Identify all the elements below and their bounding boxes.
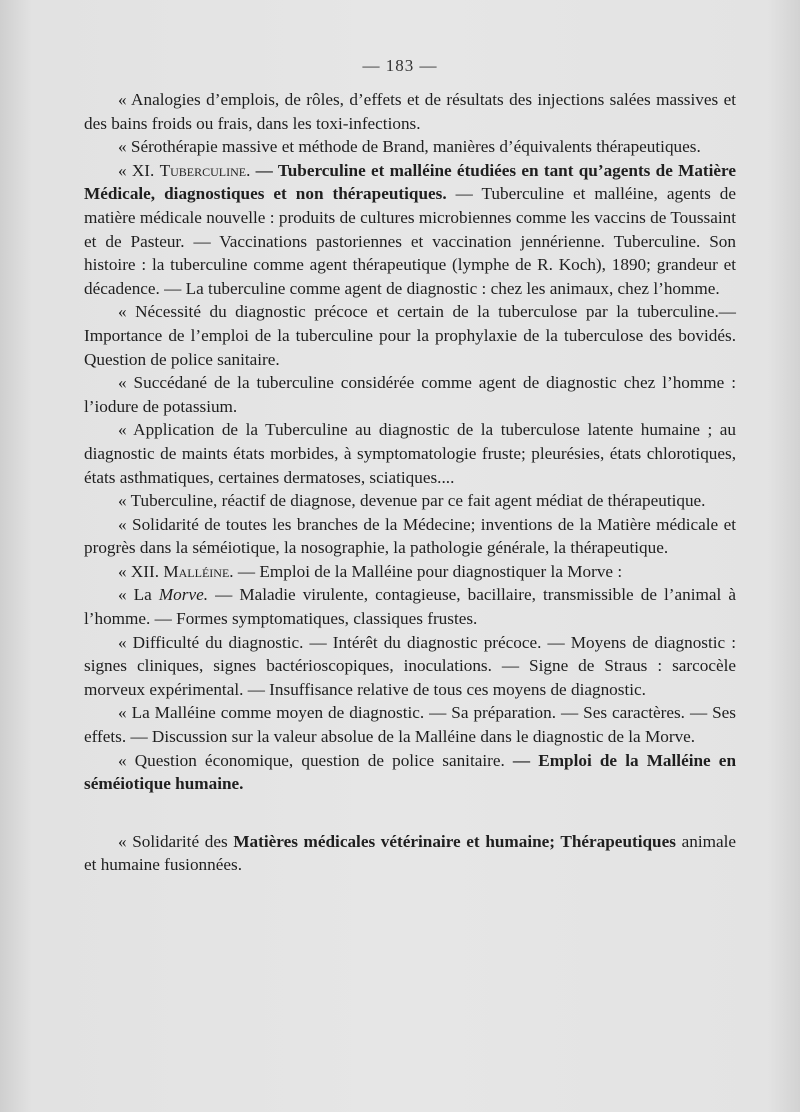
section-xi-number: « XI. (118, 160, 160, 180)
paragraph-succedane: « Succédané de la tuberculine considérée comme agent de diagnostic chez l’homme : l’iodure de potassium. (84, 373, 736, 416)
question-economique-text: « Question économique, question de police sanitaire. (118, 750, 505, 770)
section-xii-title: Malléine. (163, 561, 234, 581)
section-xi-title: Tuberculine. (159, 160, 251, 180)
paragraph-question-economique (84, 749, 736, 796)
page-body (84, 88, 736, 877)
page-number: — 183 — (362, 56, 438, 75)
paragraph-gap (84, 796, 736, 830)
section-xii-text: — Emploi de la Malléine pour diagnostiquer la Morve : (233, 561, 623, 581)
morve-lead: « La (118, 585, 159, 605)
paragraph-reactif: « Tuberculine, réactif de diagnose, devenue par ce fait agent médiat de thérapeutique. (118, 491, 706, 511)
paragraph-application: « Application de la Tuberculine au diagnostic de la tuberculose latente humaine ; au diagnostic de maints états morbides, à symptomatologie fruste; pleurésies, états chlorotiques, états asthmatiques, certaines dermatoses, sciatiques.... (84, 420, 736, 487)
paragraph-section-xii (84, 560, 736, 584)
section-xi-text: — Tuberculine et malléine, agents de matière médicale nouvelle : produits de cultures microbiennes comme les vaccins de Toussaint et de Pasteur. — Vaccinations pastoriennes et vaccination jennérienne. Tuberculine. Son histoire : la tuberculine comme agent thérapeutique (lymphe de R. Koch), 1890; grandeur et décadence. — La tuberculine comme agent de diagnostic : chez les animaux, chez l’homme. (84, 184, 736, 298)
paragraph-solidarite-medecine: « Solidarité de toutes les branches de la Médecine; inventions de la Matière médicale et progrès dans la séméiotique, la nosographie, la pathologie générale, la thérapeutique. (84, 514, 736, 558)
morve-term: Morve. (158, 585, 209, 605)
solidarite-text: animale et humaine fusionnées. (84, 831, 736, 875)
paragraph-analogies: « Analogies d’emplois, de rôles, d’effets et de résultats des injections salées massives et des bains froids ou frais, dans les toxi-infections. (84, 90, 736, 133)
question-economique-bold: — Emploi de la Malléine en séméiotique humaine. (84, 750, 736, 794)
paragraph-section-xi (84, 159, 736, 301)
paragraph-solidarite-matieres (84, 830, 736, 877)
paragraph-serotherapie: « Sérothérapie massive et méthode de Brand, manières d’équivalents thérapeutiques. (118, 137, 701, 157)
section-xi-heading: — Tuberculine et malléine étudiées en tant qu’agents de Matière Médicale, diagnostiques et non thérapeutiques. (84, 160, 737, 204)
paragraph-difficulte: « Difficulté du diagnostic. — Intérêt du diagnostic précoce. — Moyens de diagnostic : signes cliniques, signes bactérioscopiques, inoculations. — Signe de Straus : sarcocèle morveux expérimental. — Insuffisance relative de tous ces moyens de diagnostic. (84, 632, 736, 699)
section-xii-number: « XII. (118, 561, 164, 581)
paragraph-morve (84, 583, 736, 630)
paragraph-diagnostic-precoce: « Nécessité du diagnostic précoce et certain de la tuberculose par la tuberculine.— Importance de l’emploi de la tuberculine pour la prophylaxie de la tuberculose des bovidés. Question de police sanitaire. (84, 302, 736, 369)
solidarite-lead: « Solidarité des (118, 831, 234, 851)
paragraph-malleine-moyen: « La Malléine comme moyen de diagnostic. — Sa préparation. — Ses caractères. — Ses effets. — Discussion sur la valeur absolue de la Malléine dans le diagnostic de la Morve. (84, 703, 736, 747)
solidarite-bold: Matières médicales vétérinaire et humaine; Thérapeutiques (233, 831, 676, 851)
morve-text: — Maladie virulente, contagieuse, bacillaire, transmissible de l’animal à l’homme. — Formes symptomatiques, classiques frustes. (84, 585, 736, 629)
